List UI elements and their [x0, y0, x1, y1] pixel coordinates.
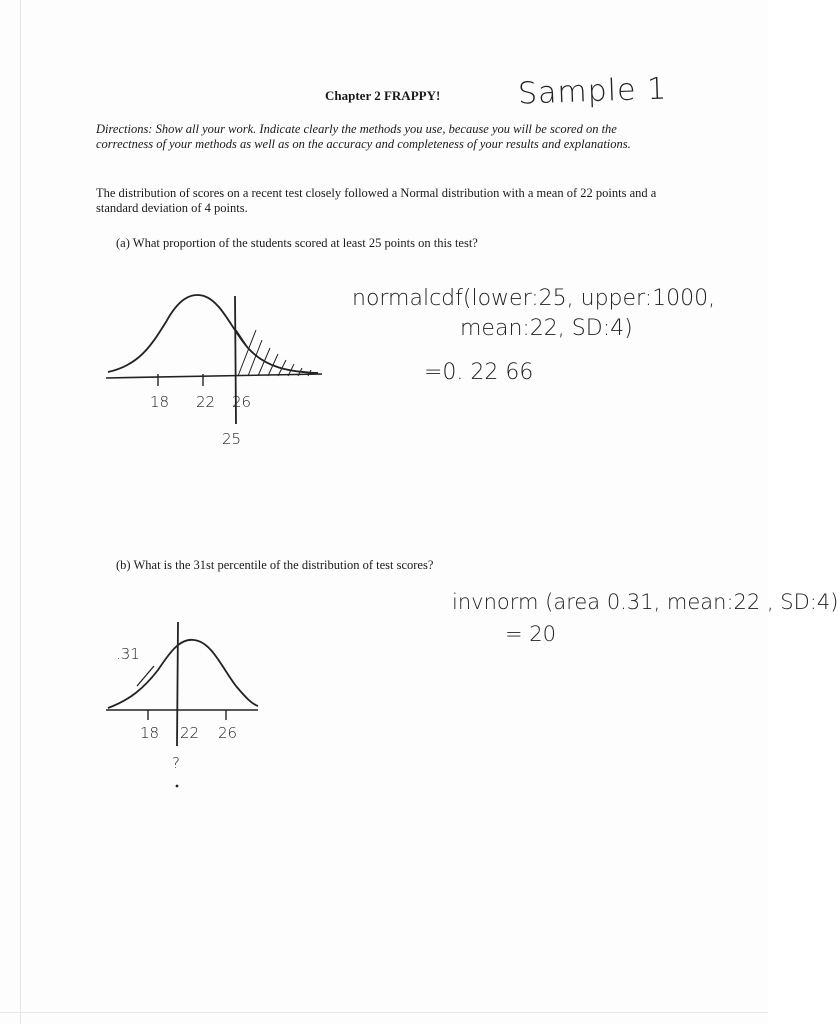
part-a-result: =0. 22 66: [424, 360, 534, 385]
sketch-b-area-label: .31: [116, 645, 140, 663]
sketch-b-tick-22: 22: [180, 724, 200, 742]
sketch-b-tick-26: 26: [218, 724, 238, 742]
part-a-work-line2: mean:22, SD:4): [460, 316, 633, 341]
directions-text: Directions: Show all your work. Indicate clearly the methods you use, because you will be scored on the correctness of your methods as well as on the accuracy and completeness of your results and explanations.: [96, 122, 631, 151]
part-b-result: = 20: [505, 622, 556, 646]
sketch-b-tick-18: 18: [140, 724, 160, 742]
problem-intro: The distribution of scores on a recent test closely followed a Normal distribution with a mean of 22 points and a standard deviation of 4 points.: [96, 186, 657, 215]
question-a: (a) What proportion of the students scored at least 25 points on this test?: [116, 236, 478, 250]
part-a-work-line1: normalcdf(lower:25, upper:1000,: [352, 286, 716, 311]
sketch-a-tick-18: 18: [150, 393, 170, 411]
question-b: (b) What is the 31st percentile of the distribution of test scores?: [116, 558, 434, 572]
sketch-a-tick-22: 22: [196, 393, 216, 411]
sample-label-handwritten: Sample 1: [517, 71, 668, 112]
sketch-b-marker-question: ?: [172, 754, 180, 772]
part-b-work-line1: invnorm (area 0.31, mean:22 , SD:4): [452, 590, 838, 614]
sketch-a-marker-25: 25: [222, 430, 242, 448]
sketch-a-tick-26: 26: [232, 393, 252, 411]
worksheet-title: Chapter 2 FRAPPY!: [325, 88, 441, 103]
